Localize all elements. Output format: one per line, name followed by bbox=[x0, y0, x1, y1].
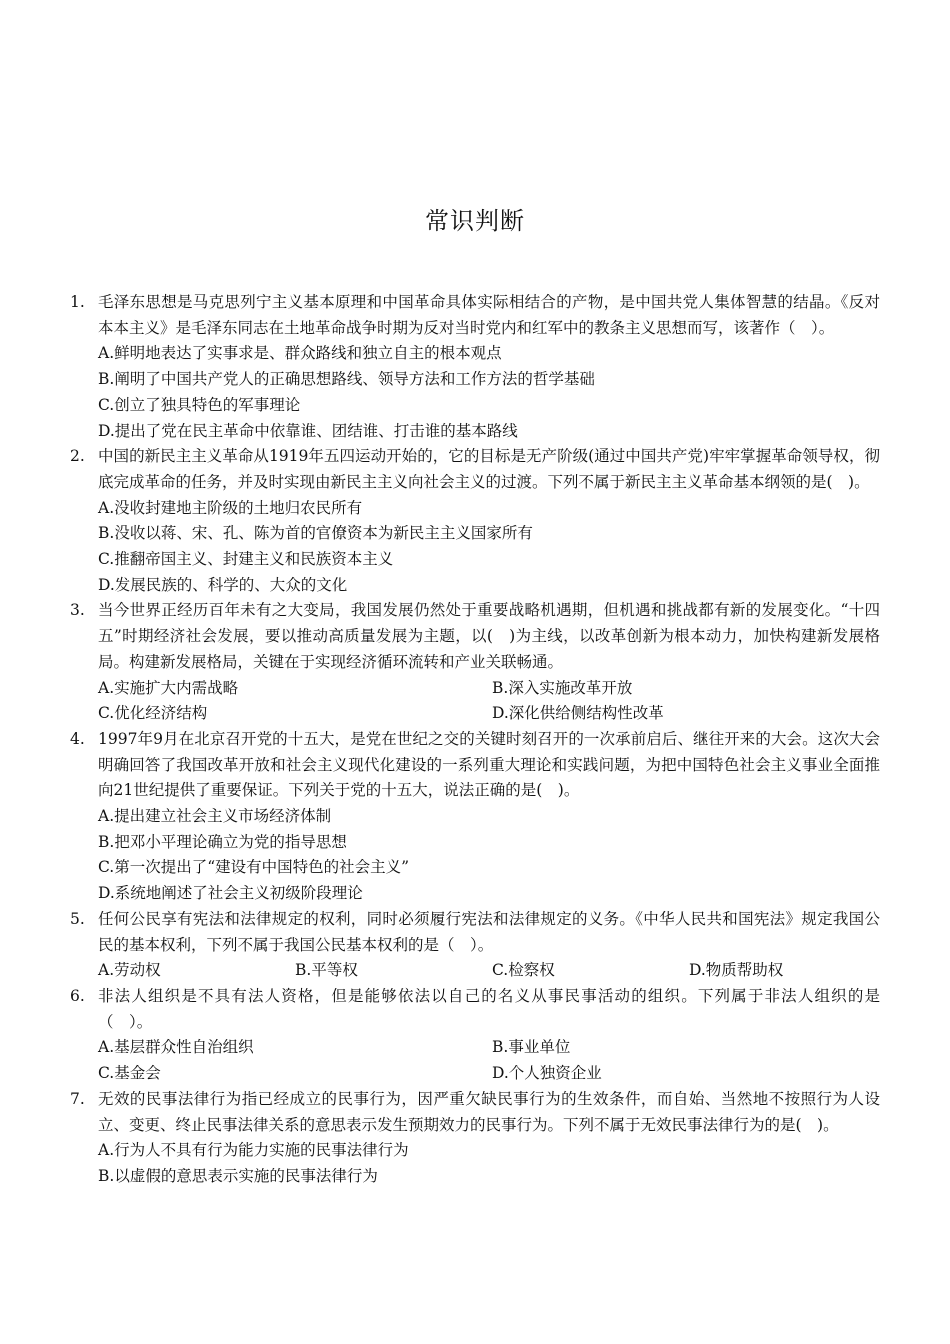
option-b: B.事业单位 bbox=[492, 1038, 571, 1057]
option-c: C.优化经济结构 bbox=[98, 704, 208, 723]
option-b: B.没收以蒋、宋、孔、陈为首的官僚资本为新民主主义国家所有 bbox=[98, 524, 533, 543]
question-number: 4. bbox=[70, 729, 85, 748]
option-group bbox=[98, 804, 880, 907]
option-a: A.鲜明地表达了实事求是、群众路线和独立自主的根本观点 bbox=[98, 344, 502, 363]
option-a: A.行为人不具有行为能力实施的民事法律行为 bbox=[98, 1141, 409, 1160]
option-c: C.推翻帝国主义、封建主义和民族资本主义 bbox=[98, 550, 394, 569]
question-item bbox=[70, 598, 880, 727]
question-item bbox=[70, 727, 880, 907]
question-stem: 当今世界正经历百年未有之大变局，我国发展仍然处于重要战略机遇期，但机遇和挑战都有新的发展变化。“十四五”时期经济社会发展，要以推动高质量发展为主题，以( )为主线，以改革创新为根本动力，加快构建新发展格局。构建新发展格局，关键在于实现经济循环流转和产业关联畅通。 bbox=[98, 601, 880, 671]
question-item bbox=[70, 1087, 880, 1190]
question-number: 6. bbox=[70, 986, 85, 1005]
option-a: A.实施扩大内需战略 bbox=[98, 678, 239, 697]
option-b: B.深入实施改革开放 bbox=[492, 678, 633, 697]
question-number: 3. bbox=[70, 601, 85, 620]
option-b: B.阐明了中国共产党人的正确思想路线、领导方法和工作方法的哲学基础 bbox=[98, 370, 595, 389]
option-b: B.以虚假的意思表示实施的民事法律行为 bbox=[98, 1166, 378, 1185]
option-group bbox=[98, 1035, 880, 1086]
option-group bbox=[98, 496, 880, 599]
option-a: A.没收封建地主阶级的土地归农民所有 bbox=[98, 498, 363, 517]
option-d: D.深化供给侧结构性改革 bbox=[492, 704, 664, 723]
question-number: 7. bbox=[70, 1089, 85, 1108]
option-d: D.发展民族的、科学的、大众的文化 bbox=[98, 575, 348, 594]
question-stem: 中国的新民主主义革命从1919年五四运动开始的，它的目标是无产阶级(通过中国共产党)牢牢掌握革命领导权，彻底完成革命的任务，并及时实现由新民主主义向社会主义的过渡。下列不属于新民主主义革命基本纲领的是( )。 bbox=[98, 447, 880, 491]
option-d: D.提出了党在民主革命中依靠谁、团结谁、打击谁的基本路线 bbox=[98, 421, 518, 440]
page-title: 常识判断 bbox=[425, 207, 525, 235]
option-group bbox=[98, 1138, 880, 1189]
question-number: 1. bbox=[70, 293, 85, 311]
option-b: B.把邓小平理论确立为党的指导思想 bbox=[98, 832, 347, 851]
option-d: D.个人独资企业 bbox=[492, 1064, 602, 1083]
question-stem: 任何公民享有宪法和法律规定的权利，同时必须履行宪法和法律规定的义务。《中华人民共和国宪法》规定我国公民的基本权利，下列不属于我国公民基本权利的是（ ）。 bbox=[98, 909, 880, 954]
option-c: C.创立了独具特色的军事理论 bbox=[98, 395, 301, 414]
question-number: 2. bbox=[70, 447, 85, 466]
question-item bbox=[70, 290, 880, 444]
question-stem: 毛泽东思想是马克思列宁主义基本原理和中国革命具体实际相结合的产物，是中国共党人集体智慧的结晶。《反对本本主义》是毛泽东同志在土地革命战争时期为反对当时党内和红军中的教条主义思想而写，该著作（ ）。 bbox=[98, 293, 880, 337]
option-a: A.提出建立社会主义市场经济体制 bbox=[98, 807, 332, 826]
option-c: C.检察权 bbox=[492, 961, 555, 980]
question-stem: 非法人组织是不具有法人资格，但是能够依法以自己的名义从事民事活动的组织。下列属于非法人组织的是（ ）。 bbox=[98, 986, 880, 1031]
question-item bbox=[70, 444, 880, 598]
option-c: C.基金会 bbox=[98, 1064, 161, 1083]
question-item bbox=[70, 984, 880, 1087]
option-group bbox=[98, 676, 880, 727]
option-group bbox=[98, 341, 880, 444]
option-group bbox=[98, 958, 880, 984]
question-list bbox=[70, 290, 880, 1190]
option-d: D.物质帮助权 bbox=[689, 961, 784, 980]
option-d: D.系统地阐述了社会主义初级阶段理论 bbox=[98, 884, 363, 903]
option-a: A.基层群众性自治组织 bbox=[98, 1038, 254, 1057]
question-stem: 无效的民事法律行为指已经成立的民事行为，因严重欠缺民事行为的生效条件，而自始、当然地不按照行为人设立、变更、终止民事法律关系的意思表示发生预期效力的民事行为。下列不属于无效民事法律行为的是( )。 bbox=[98, 1089, 880, 1134]
option-a: A.劳动权 bbox=[98, 961, 161, 980]
option-b: B.平等权 bbox=[295, 961, 358, 980]
question-item bbox=[70, 907, 880, 984]
question-number: 5. bbox=[70, 909, 85, 928]
option-c: C.第一次提出了“建设有中国特色的社会主义” bbox=[98, 858, 410, 877]
question-stem: 1997年9月在北京召开党的十五大，是党在世纪之交的关键时刻召开的一次承前启后、继往开来的大会。这次大会明确回答了我国改革开放和社会主义现代化建设的一系列重大理论和实践问题，为把中国特色社会主义事业全面推向21世纪提供了重要保证。下列关于党的十五大，说法正确的是( )。 bbox=[98, 729, 880, 800]
